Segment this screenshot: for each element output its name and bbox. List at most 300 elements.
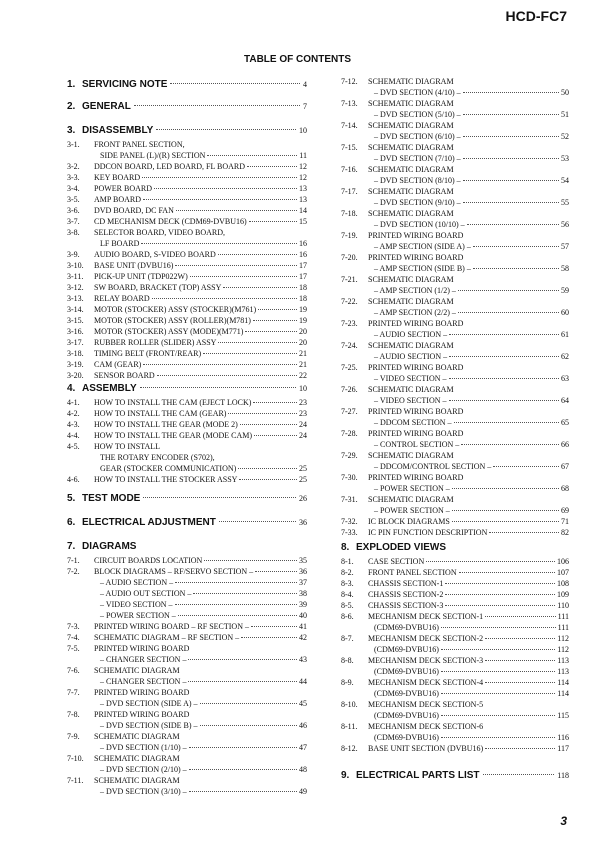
entry-title: SCHEMATIC DIAGRAM: [368, 451, 454, 460]
toc-entry: [341, 622, 569, 633]
dot-leader: [485, 616, 555, 617]
entry-page: 25: [299, 475, 307, 484]
entry-title: PRINTED WIRING BOARD: [368, 407, 464, 416]
entry-title: BASE UNIT SECTION (DVBU16): [368, 744, 484, 753]
entry-number: 7-25.: [341, 363, 358, 372]
entry-title: MOTOR (STOCKER) ASSY (ROLLER)(M781): [94, 316, 251, 325]
toc-entry: [67, 304, 307, 315]
toc-entry: [341, 230, 569, 241]
toc-entry: [341, 274, 569, 285]
entry-title: (CDM69-DVBU16): [374, 645, 439, 654]
model-name: HCD-FC7: [505, 8, 567, 24]
toc-entry: [341, 567, 569, 578]
toc-entry: [67, 370, 307, 381]
entry-number: 7-10.: [67, 754, 84, 763]
toc-entry: [341, 120, 569, 131]
entry-title: RUBBER ROLLER (SLIDER) ASSY: [94, 338, 217, 347]
entry-page: 53: [561, 154, 569, 163]
section-title: SERVICING NOTE: [82, 79, 168, 90]
section-number: 4.: [67, 383, 76, 394]
entry-number: 7-23.: [341, 319, 358, 328]
entry-title: – DVD SECTION (5/10) –: [374, 110, 461, 119]
entry-page: 45: [299, 699, 307, 708]
dot-leader: [489, 532, 559, 533]
toc-entry: [67, 676, 307, 687]
dot-leader: [143, 199, 297, 200]
entry-page: 35: [299, 556, 307, 565]
section-heading: [67, 516, 307, 529]
entry-title: PRINTED WIRING BOARD: [368, 319, 464, 328]
entry-title: – VIDEO SECTION –: [374, 374, 447, 383]
toc-entry: [341, 710, 569, 721]
page-title: TABLE OF CONTENTS: [243, 54, 352, 65]
toc-entry: [67, 271, 307, 282]
toc-entry: [67, 172, 307, 183]
entry-page: 13: [299, 184, 307, 193]
entry-number: 3-13.: [67, 294, 84, 303]
entry-title: SCHEMATIC DIAGRAM: [368, 341, 454, 350]
dot-leader: [189, 769, 297, 770]
entry-page: 113: [557, 667, 569, 676]
entry-number: 7-12.: [341, 77, 358, 86]
entry-title: – AUDIO SECTION –: [100, 578, 174, 587]
entry-page: 46: [299, 721, 307, 730]
dot-leader: [445, 594, 555, 595]
entry-title: – DVD SECTION (7/10) –: [374, 154, 461, 163]
entry-number: 7-29.: [341, 451, 358, 460]
entry-title: – DVD SECTION (4/10) –: [374, 88, 461, 97]
toc-entry: [341, 472, 569, 483]
section-title: ELECTRICAL ADJUSTMENT: [82, 517, 216, 528]
entry-page: 52: [561, 132, 569, 141]
toc-entry: [67, 555, 307, 566]
entry-title: – CONTROL SECTION –: [374, 440, 460, 449]
entry-title: FRONT PANEL SECTION: [368, 568, 457, 577]
entry-page: 65: [561, 418, 569, 427]
entry-page: 59: [561, 286, 569, 295]
dot-leader: [493, 466, 559, 467]
dot-leader: [239, 479, 297, 480]
entry-title: – AMP SECTION (1/2) –: [374, 286, 456, 295]
toc-entry: [341, 263, 569, 274]
entry-title: BASE UNIT (DVBU16): [94, 261, 174, 270]
toc-entry: [341, 461, 569, 472]
entry-title: SCHEMATIC DIAGRAM – RF SECTION –: [94, 633, 240, 642]
dot-leader: [188, 659, 297, 660]
entry-title: PRINTED WIRING BOARD: [94, 710, 190, 719]
toc-entry: [341, 505, 569, 516]
entry-list: [67, 555, 307, 797]
section-page: 10: [299, 384, 307, 393]
entry-number: 4-2.: [67, 409, 80, 418]
dot-leader: [245, 331, 297, 332]
entry-number: 8-12.: [341, 744, 358, 753]
toc-entry: [341, 362, 569, 373]
entry-title: PRINTED WIRING BOARD: [94, 644, 190, 653]
section-number: 5.: [67, 493, 76, 504]
entry-number: 7-6.: [67, 666, 80, 675]
dot-leader: [253, 320, 297, 321]
toc-entry: [341, 578, 569, 589]
entry-number: 3-19.: [67, 360, 84, 369]
toc-entry: [341, 721, 569, 732]
entry-page: 24: [299, 431, 307, 440]
entry-page: 48: [299, 765, 307, 774]
entry-title: PICK-UP UNIT (TDP022W): [94, 272, 188, 281]
entry-page: 49: [299, 787, 307, 796]
toc-entry: [67, 293, 307, 304]
toc-entry: [341, 87, 569, 98]
entry-title: (CDM69-DVBU16): [374, 733, 439, 742]
dot-leader: [176, 210, 297, 211]
entry-number: 7-2.: [67, 567, 80, 576]
entry-page: 51: [561, 110, 569, 119]
entry-title: PRINTED WIRING BOARD: [368, 231, 464, 240]
dot-leader: [452, 488, 559, 489]
entry-page: 67: [561, 462, 569, 471]
dot-leader: [193, 593, 297, 594]
section-title: TEST MODE: [82, 493, 141, 504]
toc-entry: [67, 397, 307, 408]
entry-page: 114: [557, 689, 569, 698]
section-number: 9.: [341, 770, 350, 781]
toc-entry: [67, 632, 307, 643]
entry-title: SIDE PANEL (L)/(R) SECTION: [100, 151, 206, 160]
entry-title: – DVD SECTION (8/10) –: [374, 176, 461, 185]
entry-title: – DVD SECTION (9/10) –: [374, 198, 461, 207]
entry-title: CAM (GEAR): [94, 360, 142, 369]
entry-title: CHASSIS SECTION-2: [368, 590, 444, 599]
toc-entry: [341, 285, 569, 296]
entry-title: CIRCUIT BOARDS LOCATION: [94, 556, 203, 565]
dot-leader: [247, 166, 297, 167]
entry-title: CASE SECTION: [368, 557, 425, 566]
entry-title: DDCON BOARD, LED BOARD, FL BOARD: [94, 162, 246, 171]
toc-entry: [341, 208, 569, 219]
toc-entry: [67, 238, 307, 249]
entry-page: 19: [299, 305, 307, 314]
entry-number: 3-4.: [67, 184, 80, 193]
toc-entry: [67, 654, 307, 665]
entry-page: 71: [561, 517, 569, 526]
entry-title: LF BOARD: [100, 239, 140, 248]
toc-entry: [341, 109, 569, 120]
dot-leader: [238, 468, 297, 469]
toc-entry: [341, 611, 569, 622]
entry-page: 60: [561, 308, 569, 317]
toc-entry: [67, 139, 307, 150]
section-number: 7.: [67, 541, 76, 552]
entry-number: 3-20.: [67, 371, 84, 380]
entry-number: 7-28.: [341, 429, 358, 438]
entry-title: SCHEMATIC DIAGRAM: [368, 495, 454, 504]
dot-leader: [458, 290, 559, 291]
toc-entry: [341, 197, 569, 208]
entry-number: 7-17.: [341, 187, 358, 196]
toc-entry: [341, 219, 569, 230]
dot-leader: [463, 136, 559, 137]
entry-number: 4-5.: [67, 442, 80, 451]
entry-number: 8-8.: [341, 656, 354, 665]
entry-title: SCHEMATIC DIAGRAM: [368, 275, 454, 284]
entry-page: 106: [557, 557, 569, 566]
toc-entry: [341, 384, 569, 395]
entry-title: MECHANISM DECK SECTION-2: [368, 634, 484, 643]
entry-title: – VIDEO SECTION –: [100, 600, 173, 609]
entry-page: 20: [299, 327, 307, 336]
dot-leader: [253, 402, 297, 403]
entry-title: – DVD SECTION (10/10) –: [374, 220, 465, 229]
entry-page: 112: [557, 634, 569, 643]
entry-title: – DVD SECTION (3/10) –: [100, 787, 187, 796]
entry-title: MECHANISM DECK SECTION-6: [368, 722, 484, 731]
entry-number: 7-15.: [341, 143, 358, 152]
dot-leader: [463, 158, 559, 159]
entry-page: 112: [557, 645, 569, 654]
entry-number: 8-5.: [341, 601, 354, 610]
toc-entry: [341, 351, 569, 362]
toc-section: [341, 76, 569, 538]
dot-leader: [458, 312, 559, 313]
toc-entry: [67, 698, 307, 709]
entry-page: 58: [561, 264, 569, 273]
entry-number: 7-16.: [341, 165, 358, 174]
toc-entry: [341, 589, 569, 600]
section-title: GENERAL: [82, 101, 131, 112]
toc-entry: [67, 720, 307, 731]
dot-leader: [178, 615, 297, 616]
dot-leader: [441, 649, 555, 650]
dot-leader: [485, 660, 555, 661]
dot-leader: [218, 254, 297, 255]
entry-number: 3-16.: [67, 327, 84, 336]
entry-title: – AMP SECTION (SIDE B) –: [374, 264, 471, 273]
entry-number: 7-13.: [341, 99, 358, 108]
dot-leader: [452, 521, 559, 522]
entry-title: SCHEMATIC DIAGRAM: [368, 209, 454, 218]
entry-number: 7-1.: [67, 556, 80, 565]
entry-page: 113: [557, 656, 569, 665]
entry-title: FRONT PANEL SECTION,: [94, 140, 185, 149]
entry-page: 114: [557, 678, 569, 687]
entry-title: TIMING BELT (FRONT/REAR): [94, 349, 202, 358]
entry-number: 7-27.: [341, 407, 358, 416]
entry-page: 22: [299, 371, 307, 380]
entry-number: 3-12.: [67, 283, 84, 292]
dot-leader: [204, 560, 297, 561]
dot-leader: [441, 671, 555, 672]
entry-number: 7-18.: [341, 209, 358, 218]
entry-page: 16: [299, 250, 307, 259]
entry-title: PRINTED WIRING BOARD: [94, 688, 190, 697]
toc-entry: [341, 428, 569, 439]
entry-title: – VIDEO SECTION –: [374, 396, 447, 405]
dot-leader: [426, 561, 555, 562]
toc-entry: [67, 786, 307, 797]
toc-entry: [67, 205, 307, 216]
entry-number: 7-20.: [341, 253, 358, 262]
section-heading: [67, 78, 307, 91]
entry-title: – DDCOM SECTION –: [374, 418, 452, 427]
toc-entry: [67, 359, 307, 370]
toc-entry: [67, 474, 307, 485]
dot-leader: [156, 129, 296, 130]
entry-page: 18: [299, 294, 307, 303]
toc-entry: [67, 227, 307, 238]
entry-title: MECHANISM DECK SECTION-3: [368, 656, 484, 665]
dot-leader: [143, 497, 296, 498]
toc-entry: [67, 326, 307, 337]
entry-page: 54: [561, 176, 569, 185]
dot-leader: [189, 747, 297, 748]
entry-number: 7-8.: [67, 710, 80, 719]
dot-leader: [143, 364, 297, 365]
entry-title: SCHEMATIC DIAGRAM: [94, 754, 180, 763]
dot-leader: [152, 298, 297, 299]
dot-leader: [467, 224, 559, 225]
dot-leader: [463, 114, 559, 115]
entry-title: MECHANISM DECK SECTION-4: [368, 678, 484, 687]
toc-entry: [341, 516, 569, 527]
entry-list: [67, 397, 307, 485]
dot-leader: [249, 221, 297, 222]
entry-title: – DVD SECTION (SIDE A) –: [100, 699, 198, 708]
entry-title: (CDM69-DVBU16): [374, 689, 439, 698]
section-title: ASSEMBLY: [82, 383, 137, 394]
section-page: 7: [303, 102, 307, 111]
entry-page: 14: [299, 206, 307, 215]
entry-number: 3-9.: [67, 250, 80, 259]
entry-number: 8-6.: [341, 612, 354, 621]
toc-entry: [341, 241, 569, 252]
entry-number: 3-15.: [67, 316, 84, 325]
toc-entry: [67, 183, 307, 194]
toc-entry: [67, 260, 307, 271]
entry-number: 8-11.: [341, 722, 358, 731]
toc-section: [341, 541, 569, 754]
toc-entry: [67, 709, 307, 720]
entry-number: 7-7.: [67, 688, 80, 697]
entry-number: 8-3.: [341, 579, 354, 588]
entry-number: 7-14.: [341, 121, 358, 130]
dot-leader: [449, 334, 559, 335]
entry-title: (CDM69-DVBU16): [374, 667, 439, 676]
entry-number: 4-3.: [67, 420, 80, 429]
entry-page: 69: [561, 506, 569, 515]
dot-leader: [203, 353, 297, 354]
section-title: EXPLODED VIEWS: [356, 542, 447, 553]
dot-leader: [441, 693, 555, 694]
dot-leader: [463, 180, 559, 181]
entry-page: 18: [299, 283, 307, 292]
toc-entry: [67, 216, 307, 227]
entry-title: KEY BOARD: [94, 173, 141, 182]
entry-title: SCHEMATIC DIAGRAM: [368, 121, 454, 130]
entry-number: 7-11.: [67, 776, 84, 785]
entry-number: 8-2.: [341, 568, 354, 577]
section-heading: [341, 769, 569, 782]
toc-entry: [67, 764, 307, 775]
toc-entry: [67, 282, 307, 293]
entry-title: SELECTOR BOARD, VIDEO BOARD,: [94, 228, 226, 237]
entry-title: RELAY BOARD: [94, 294, 150, 303]
entry-page: 55: [561, 198, 569, 207]
entry-title: – AMP SECTION (2/2) –: [374, 308, 456, 317]
entry-number: 7-33.: [341, 528, 358, 537]
section-heading: [341, 541, 569, 554]
section-heading: [67, 100, 307, 113]
dot-leader: [463, 202, 559, 203]
entry-page: 68: [561, 484, 569, 493]
dot-leader: [254, 435, 297, 436]
dot-leader: [200, 725, 297, 726]
dot-leader: [218, 342, 297, 343]
toc-entry: [341, 98, 569, 109]
dot-leader: [461, 444, 559, 445]
entry-number: 3-14.: [67, 305, 84, 314]
toc-entry: [67, 687, 307, 698]
toc-entry: [341, 395, 569, 406]
entry-title: AMP BOARD: [94, 195, 142, 204]
dot-leader: [485, 748, 555, 749]
entry-page: 15: [299, 217, 307, 226]
entry-page: 21: [299, 360, 307, 369]
entry-title: HOW TO INSTALL THE CAM (EJECT LOCK): [94, 398, 252, 407]
section-number: 2.: [67, 101, 76, 112]
toc-entry: [67, 643, 307, 654]
entry-number: 7-9.: [67, 732, 80, 741]
entry-number: 3-6.: [67, 206, 80, 215]
entry-number: 7-4.: [67, 633, 80, 642]
entry-title: SCHEMATIC DIAGRAM: [94, 666, 180, 675]
entry-title: HOW TO INSTALL: [94, 442, 161, 451]
entry-page: 13: [299, 195, 307, 204]
dot-leader: [473, 268, 559, 269]
entry-number: 7-31.: [341, 495, 358, 504]
entry-title: (CDM69-DVBU16): [374, 623, 439, 632]
entry-title: – DDCOM/CONTROL SECTION –: [374, 462, 492, 471]
toc-entry: [67, 665, 307, 676]
dot-leader: [141, 243, 297, 244]
entry-list: [341, 76, 569, 538]
entry-page: 47: [299, 743, 307, 752]
entry-page: 39: [299, 600, 307, 609]
toc-entry: [341, 142, 569, 153]
dot-leader: [223, 287, 297, 288]
entry-number: 7-30.: [341, 473, 358, 482]
toc-section: [67, 540, 307, 797]
section-title: DIAGRAMS: [82, 541, 137, 552]
dot-leader: [140, 387, 296, 388]
toc-entry: [341, 688, 569, 699]
entry-title: – DVD SECTION (2/10) –: [100, 765, 187, 774]
entry-number: 7-22.: [341, 297, 358, 306]
section-heading: [67, 382, 307, 395]
section-number: 3.: [67, 125, 76, 136]
entry-title: SCHEMATIC DIAGRAM: [368, 165, 454, 174]
dot-leader: [449, 356, 559, 357]
dot-leader: [251, 626, 297, 627]
section-heading: [67, 540, 307, 553]
entry-page: 42: [299, 633, 307, 642]
entry-title: CD MECHANISM DECK (CDM69-DVBU16): [94, 217, 247, 226]
toc-entry: [341, 677, 569, 688]
entry-page: 25: [299, 464, 307, 473]
dot-leader: [463, 92, 559, 93]
dot-leader: [134, 105, 300, 106]
dot-leader: [449, 378, 559, 379]
dot-leader: [188, 681, 297, 682]
